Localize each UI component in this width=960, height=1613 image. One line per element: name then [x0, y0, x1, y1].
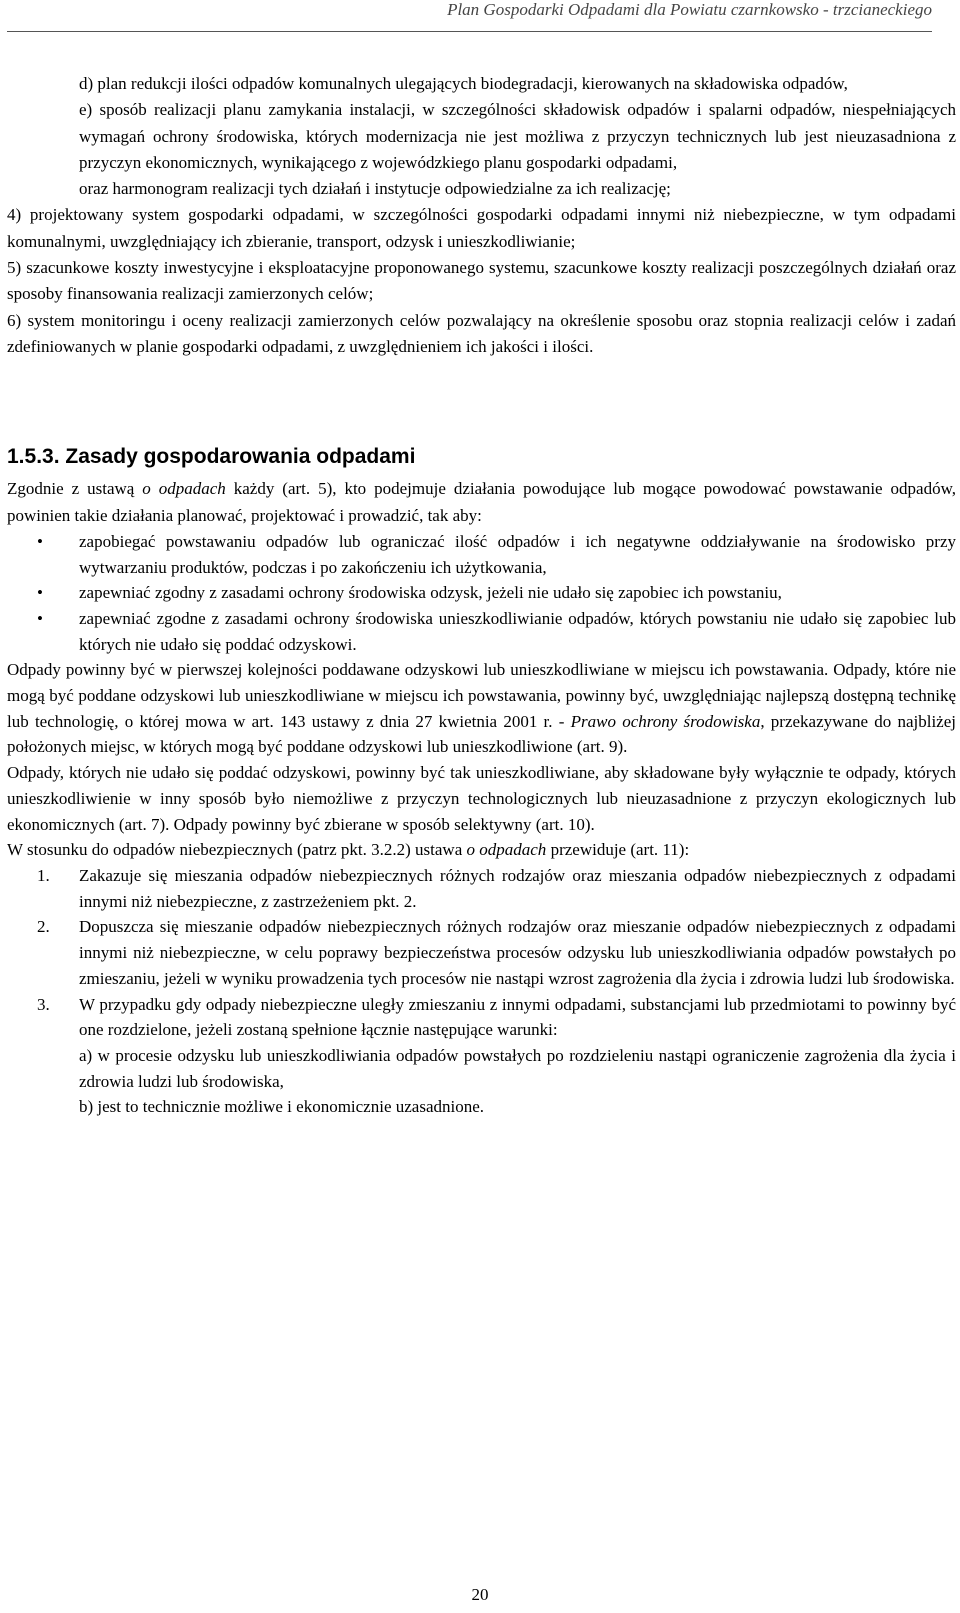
paragraph-3 [7, 837, 956, 863]
bullet-icon: • [37, 608, 43, 628]
paragraph-3-start: W stosunku do odpadów niebezpiecznych (patrz pkt. 3.2.2) ustawa [7, 840, 467, 860]
bullet-list [7, 529, 956, 658]
page-number: 20 [471, 1585, 489, 1604]
paragraph-1-end: , przekazywane do najbliżej położonych miejsc, w których mogą być poddane odzyskowi lub unieszkodliwione (art. 9). [7, 711, 956, 757]
bullet-icon: • [37, 583, 43, 603]
bullet-text: zapewniać zgodne z zasadami ochrony środowiska unieszkodliwianie odpadów, których powstaniu nie udało się zapobiec lub których nie udało się poddać odzyskowi. [79, 608, 956, 654]
numbered-list [7, 863, 956, 1120]
point-5: 5) szacunkowe koszty inwestycyjne i eksploatacyjne proponowanego systemu, szacunkowe koszty realizacji poszczególnych działań oraz sposoby finansowania realizacji zamierzonych celów; [7, 258, 956, 304]
paragraph-1-italic: Prawo ochrony środowiska [570, 711, 761, 731]
intro-item-e: e) sposób realizacji planu zamykania instalacji, w szczególności składowisk odpadów i spalarni odpadów, niespełniających wymagań ochrony środowiska, których modernizacja nie jest możliwa z przyczyn technicznych lub jest nieuzasadniona z przyczyn ekonomicznych, wynikającego z wojewódzkiego planu gospodarki odpadami, [79, 100, 956, 172]
section-intro-start: Zgodnie z ustawą [7, 479, 143, 499]
bullet-text: zapewniać zgodny z zasadami ochrony środowiska odzysk, jeżeli nie udało się zapobiec ich powstaniu, [79, 583, 782, 603]
bullet-text: zapobiegać powstawaniu odpadów lub ograniczać ilość odpadów i ich negatywne oddziaływanie na środowisko przy wytwarzaniu produktów, podczas i po zakończeniu ich użytkowania, [79, 531, 956, 577]
running-header: Plan Gospodarki Odpadami dla Powiatu czarnkowsko - trzcianeckiego [447, 0, 932, 19]
item-number: 1. [37, 866, 50, 885]
section-spacer [7, 360, 956, 442]
list-item [7, 529, 956, 580]
sub-item-a: a) w procesie odzysku lub unieszkodliwiania odpadów powstałych po rozdzieleniu nastąpi ograniczenie zagrożenia dla życia i zdrowia ludzi lub środowiska, [79, 1045, 956, 1091]
header-rule [7, 31, 932, 32]
item-text: Dopuszcza się mieszanie odpadów niebezpiecznych różnych rodzajów oraz mieszanie odpadów niebezpiecznych z odpadami innymi niż niebezpieczne, w celu poprawy bezpieczeństwa procesów odzysku lub unieszkodliwiania odpadów powstałych po zmieszaniu, jeżeli w wyniku prowadzenia tych procesów nie nastąpi wzrost zagrożenia dla życia i zdrowia ludzi lub środowiska. [79, 917, 956, 988]
list-item [7, 914, 956, 991]
paragraph-3-end: przewiduje (art. 11): [546, 840, 690, 860]
list-item [7, 606, 956, 657]
sub-item-b: b) jest to technicznie możliwe i ekonomicznie uzasadnione. [79, 1097, 485, 1117]
intro-item-d: d) plan redukcji ilości odpadów komunalnych ulegających biodegradacji, kierowanych na składowiska odpadów, [79, 74, 848, 93]
item-number: 2. [37, 917, 50, 937]
section-intro-end: każdy (art. 5), kto podejmuje działania powodujące lub mogące powodować powstawanie odpadów, powinien takie działania planować, projektować i prowadzić, tak aby: [7, 479, 957, 525]
item-number: 3. [37, 994, 50, 1014]
page-content [7, 71, 956, 1120]
section-heading: 1.5.3. Zasady gospodarowania odpadami [7, 445, 416, 469]
point-6: 6) system monitoringu i oceny realizacji zamierzonych celów pozwalający na określenie sposobu oraz stopnia realizacji celów i zadań zdefiniowanych w planie gospodarki odpadami, z uwzględnieniem ich jakości i ilości. [7, 310, 956, 356]
item-text: Zakazuje się mieszania odpadów niebezpiecznych różnych rodzajów oraz mieszania odpadów niebezpiecznych z odpadami innymi niż niebezpieczne, z zastrzeżeniem pkt. 2. [79, 866, 956, 911]
list-item [7, 992, 956, 1121]
intro-item-harmonogram: oraz harmonogram realizacji tych działań i instytucje odpowiedzialne za ich realizację; [79, 179, 671, 199]
bullet-icon: • [37, 531, 43, 551]
point-4: 4) projektowany system gospodarki odpadami, w szczególności gospodarki odpadami innymi niż niebezpieczne, w tym odpadami komunalnymi, uwzględniający ich zbieranie, transport, odzysk i unieszkodliwianie; [7, 205, 956, 251]
item-text: W przypadku gdy odpady niebezpieczne uległy zmieszaniu z innymi odpadami, substancjami lub przedmiotami to powinny być one rozdzielone, jeżeli zostaną spełnione łącznie następujące warunki: [79, 994, 956, 1040]
section-intro [7, 476, 956, 529]
section-intro-italic: o odpadach [142, 479, 226, 499]
paragraph-1-start: Odpady powinny być w pierwszej kolejności poddawane odzyskowi lub unieszkodliwiane w miejscu ich powstawania. Odpady, które nie mogą być poddane odzyskowi lub unieszkodliwiane w miejscu ich powstawania, powinny być, uwzględniając najlepszą dostępną technikę lub technologię, o której mowa w art. 143 ustawy z dnia 27 kwietnia 2001 r. - [7, 660, 956, 731]
paragraph-1 [7, 657, 956, 760]
paragraph-2: Odpady, których nie udało się poddać odzyskowi, powinny być tak unieszkodliwiane, aby składowane były wyłącznie te odpady, których unieszkodliwienie w inny sposób było niemożliwe z przyczyn technologicznych lub nieuzasadnione z przyczyn ekologicznych lub ekonomicznych (art. 7). Odpady powinny być zbierane w sposób selektywny (art. 10). [7, 763, 956, 834]
list-item [7, 580, 956, 606]
list-item [7, 863, 956, 914]
paragraph-3-italic: o odpadach [466, 840, 547, 860]
